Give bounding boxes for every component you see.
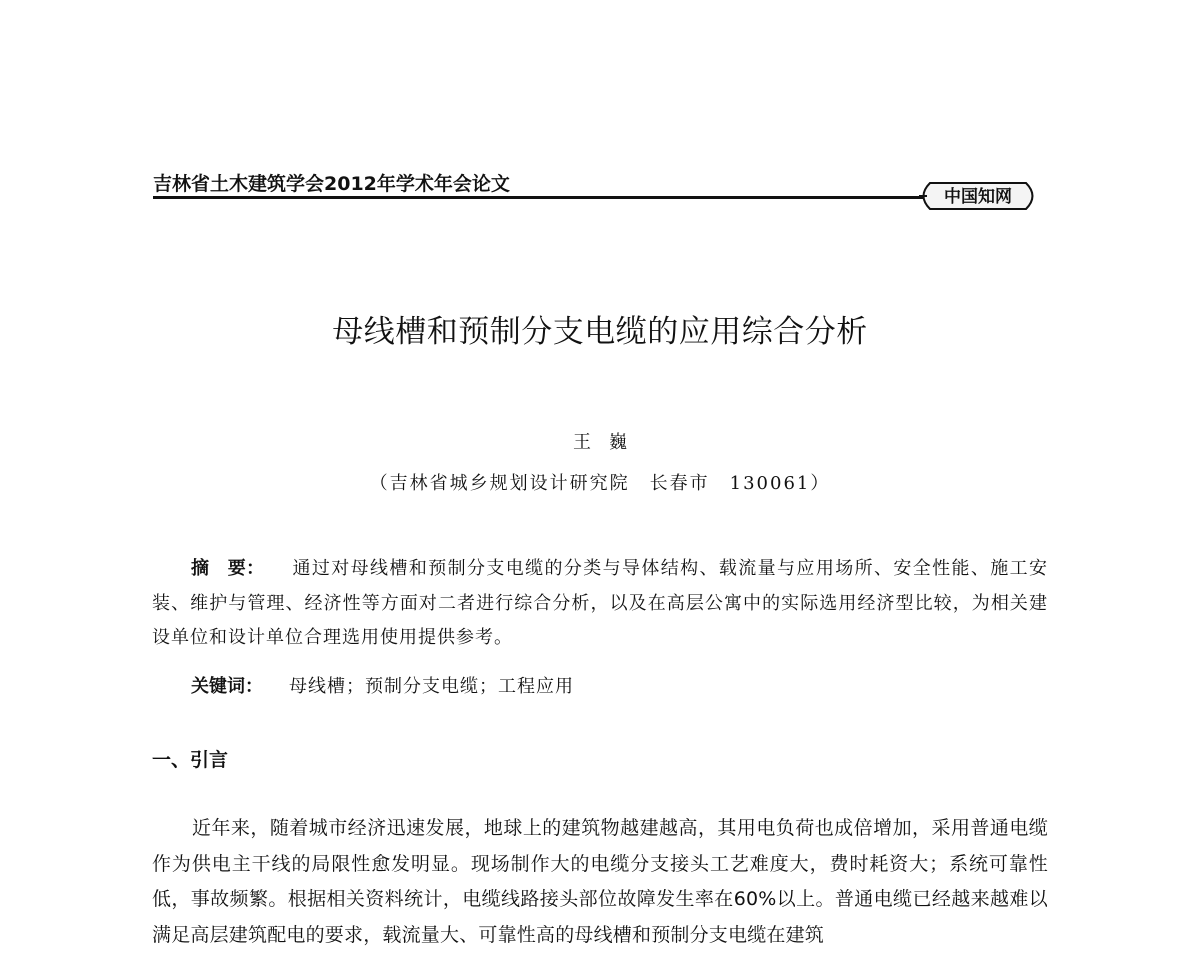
cnki-logo-text: 中国知网: [944, 187, 1012, 207]
section-heading-introduction: 一、引言: [152, 749, 229, 771]
paper-title: 母线槽和预制分支电缆的应用综合分析: [332, 314, 868, 350]
abstract-label: 摘 要：: [191, 558, 265, 579]
section-body-introduction: 近年来，随着城市经济迅速发展，地球上的建筑物越建越高，其用电负荷也成倍增加，采用普通电缆作为供电主干线的局限性愈发明显。现场制作大的电缆分支接头工艺难度大，费时耗资大；系统可靠性低，事故频繁。根据相关资料统计，电缆线路接头部位故障发生率在60%以上。普通电缆已经越来越难以满足高层建筑配电的要求，载流量大、可靠性高的母线槽和预制分支电缆在建筑: [152, 817, 1048, 946]
author-name: 王巍: [573, 432, 645, 453]
keywords: [191, 672, 574, 698]
journal-header: 吉林省土木建筑学会2012年学术年会论文: [153, 173, 510, 195]
header-rule: [153, 196, 926, 199]
author-affiliation: （吉林省城乡规划设计研究院 长春市 130061）: [369, 473, 831, 494]
abstract-text: 通过对母线槽和预制分支电缆的分类与导体结构、载流量与应用场所、安全性能、施工安装、维护与管理、经济性等方面对二者进行综合分析，以及在高层公寓中的实际选用经济型比较，为相关建设单位和设计单位合理选用使用提供参考。: [152, 558, 1049, 648]
abstract: [152, 552, 1048, 656]
cnki-logo: [916, 181, 1040, 211]
cnki-logo-icon: [916, 181, 1040, 211]
keywords-text: 母线槽；预制分支电缆；工程应用: [289, 676, 574, 697]
keywords-label: 关键词：: [191, 676, 263, 697]
